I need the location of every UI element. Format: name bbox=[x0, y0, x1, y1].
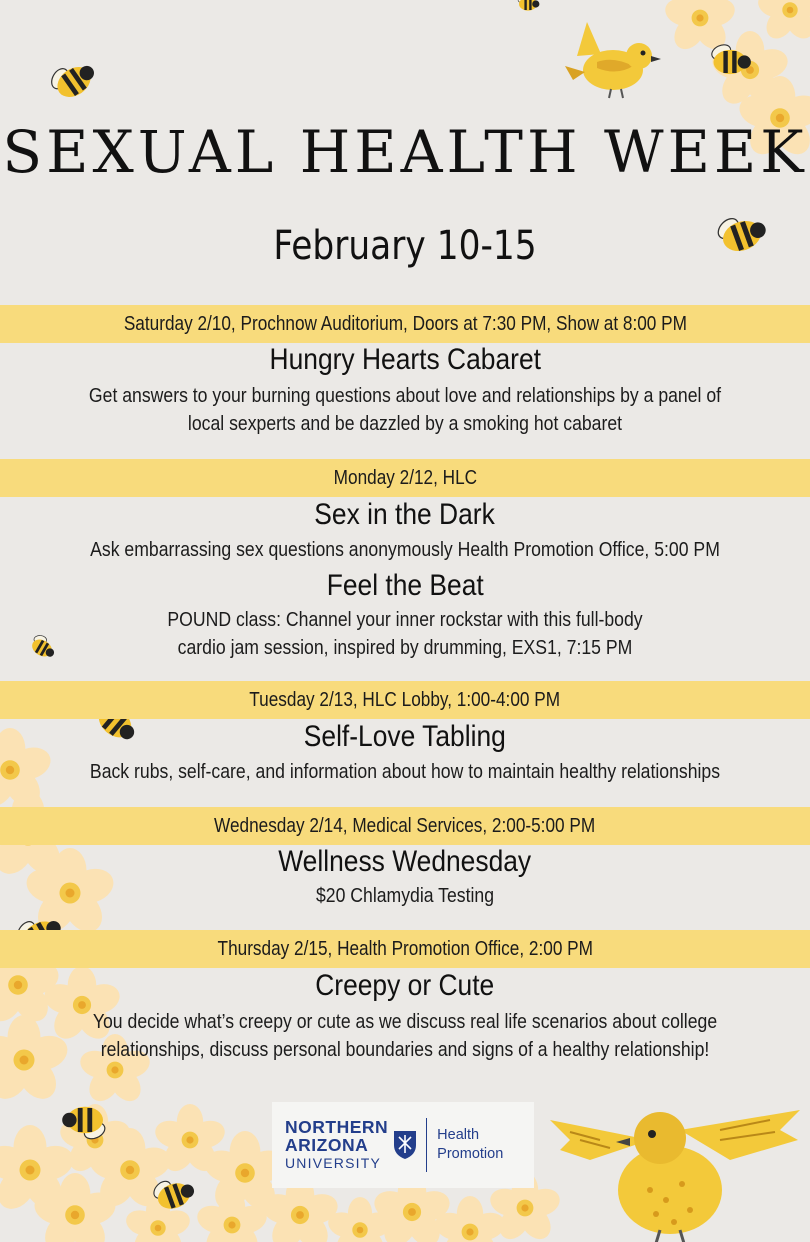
event-header-tuesday bbox=[0, 681, 810, 719]
event-title-wellness-wednesday: Wellness Wednesday bbox=[278, 845, 532, 878]
event-header-text: Saturday 2/10, Prochnow Auditorium, Doors at 7:30 PM, Show at 8:00 PM bbox=[123, 312, 687, 335]
bee-icon bbox=[517, 0, 540, 11]
flower-icon bbox=[755, 0, 810, 44]
event-title-creepy-or-cute: Creepy or Cute bbox=[315, 969, 495, 1002]
event-title-feel-the-beat: Feel the Beat bbox=[326, 569, 484, 602]
event-title-self-love-tabling: Self-Love Tabling bbox=[303, 720, 507, 753]
event-description: You decide what’s creepy or cute as we discuss real life scenarios about college relationships, discuss personal boundaries and signs of a healthy relationship! bbox=[92, 1010, 718, 1061]
page-title: SEXUAL HEALTH WEEK bbox=[2, 118, 808, 186]
event-header-text: Tuesday 2/13, HLC Lobby, 1:00-4:00 PM bbox=[249, 688, 561, 711]
bee-icon bbox=[43, 51, 100, 106]
event-header-saturday bbox=[0, 305, 810, 343]
bird-icon bbox=[550, 1110, 800, 1242]
event-header-text: Wednesday 2/14, Medical Services, 2:00-5:00 PM bbox=[214, 814, 596, 837]
event-description: $20 Chlamydia Testing bbox=[315, 884, 495, 907]
department-name: Health Promotion bbox=[437, 1127, 504, 1162]
university-name: NORTHERN ARIZONA UNIVERSITY bbox=[285, 1117, 389, 1171]
nau-health-promotion-logo bbox=[272, 1102, 534, 1188]
event-description: POUND class: Channel your inner rockstar with this full-body cardio jam session, inspired by drumming, EXS1, 7:15 PM bbox=[167, 608, 643, 659]
event-header-text: Thursday 2/15, Health Promotion Office, 2:00 PM bbox=[217, 937, 593, 960]
event-description: Back rubs, self-care, and information about how to maintain healthy relationships bbox=[89, 760, 721, 783]
bird-icon bbox=[565, 22, 661, 98]
event-header-text: Monday 2/12, HLC bbox=[333, 466, 477, 489]
event-dates: February 10-15 bbox=[273, 223, 537, 269]
shield-icon bbox=[392, 1129, 418, 1161]
event-description: Ask embarrassing sex questions anonymously Health Promotion Office, 5:00 PM bbox=[90, 538, 720, 561]
event-title-hungry-hearts: Hungry Hearts Cabaret bbox=[269, 343, 541, 376]
event-header-thursday bbox=[0, 930, 810, 968]
event-description: Get answers to your burning questions about love and relationships by a panel of local sexperts and be dazzled by a smoking hot cabaret bbox=[88, 384, 722, 435]
event-header-wednesday bbox=[0, 807, 810, 845]
logo-divider bbox=[426, 1118, 427, 1172]
event-header-monday bbox=[0, 459, 810, 497]
event-title-sex-in-the-dark: Sex in the Dark bbox=[314, 498, 496, 531]
